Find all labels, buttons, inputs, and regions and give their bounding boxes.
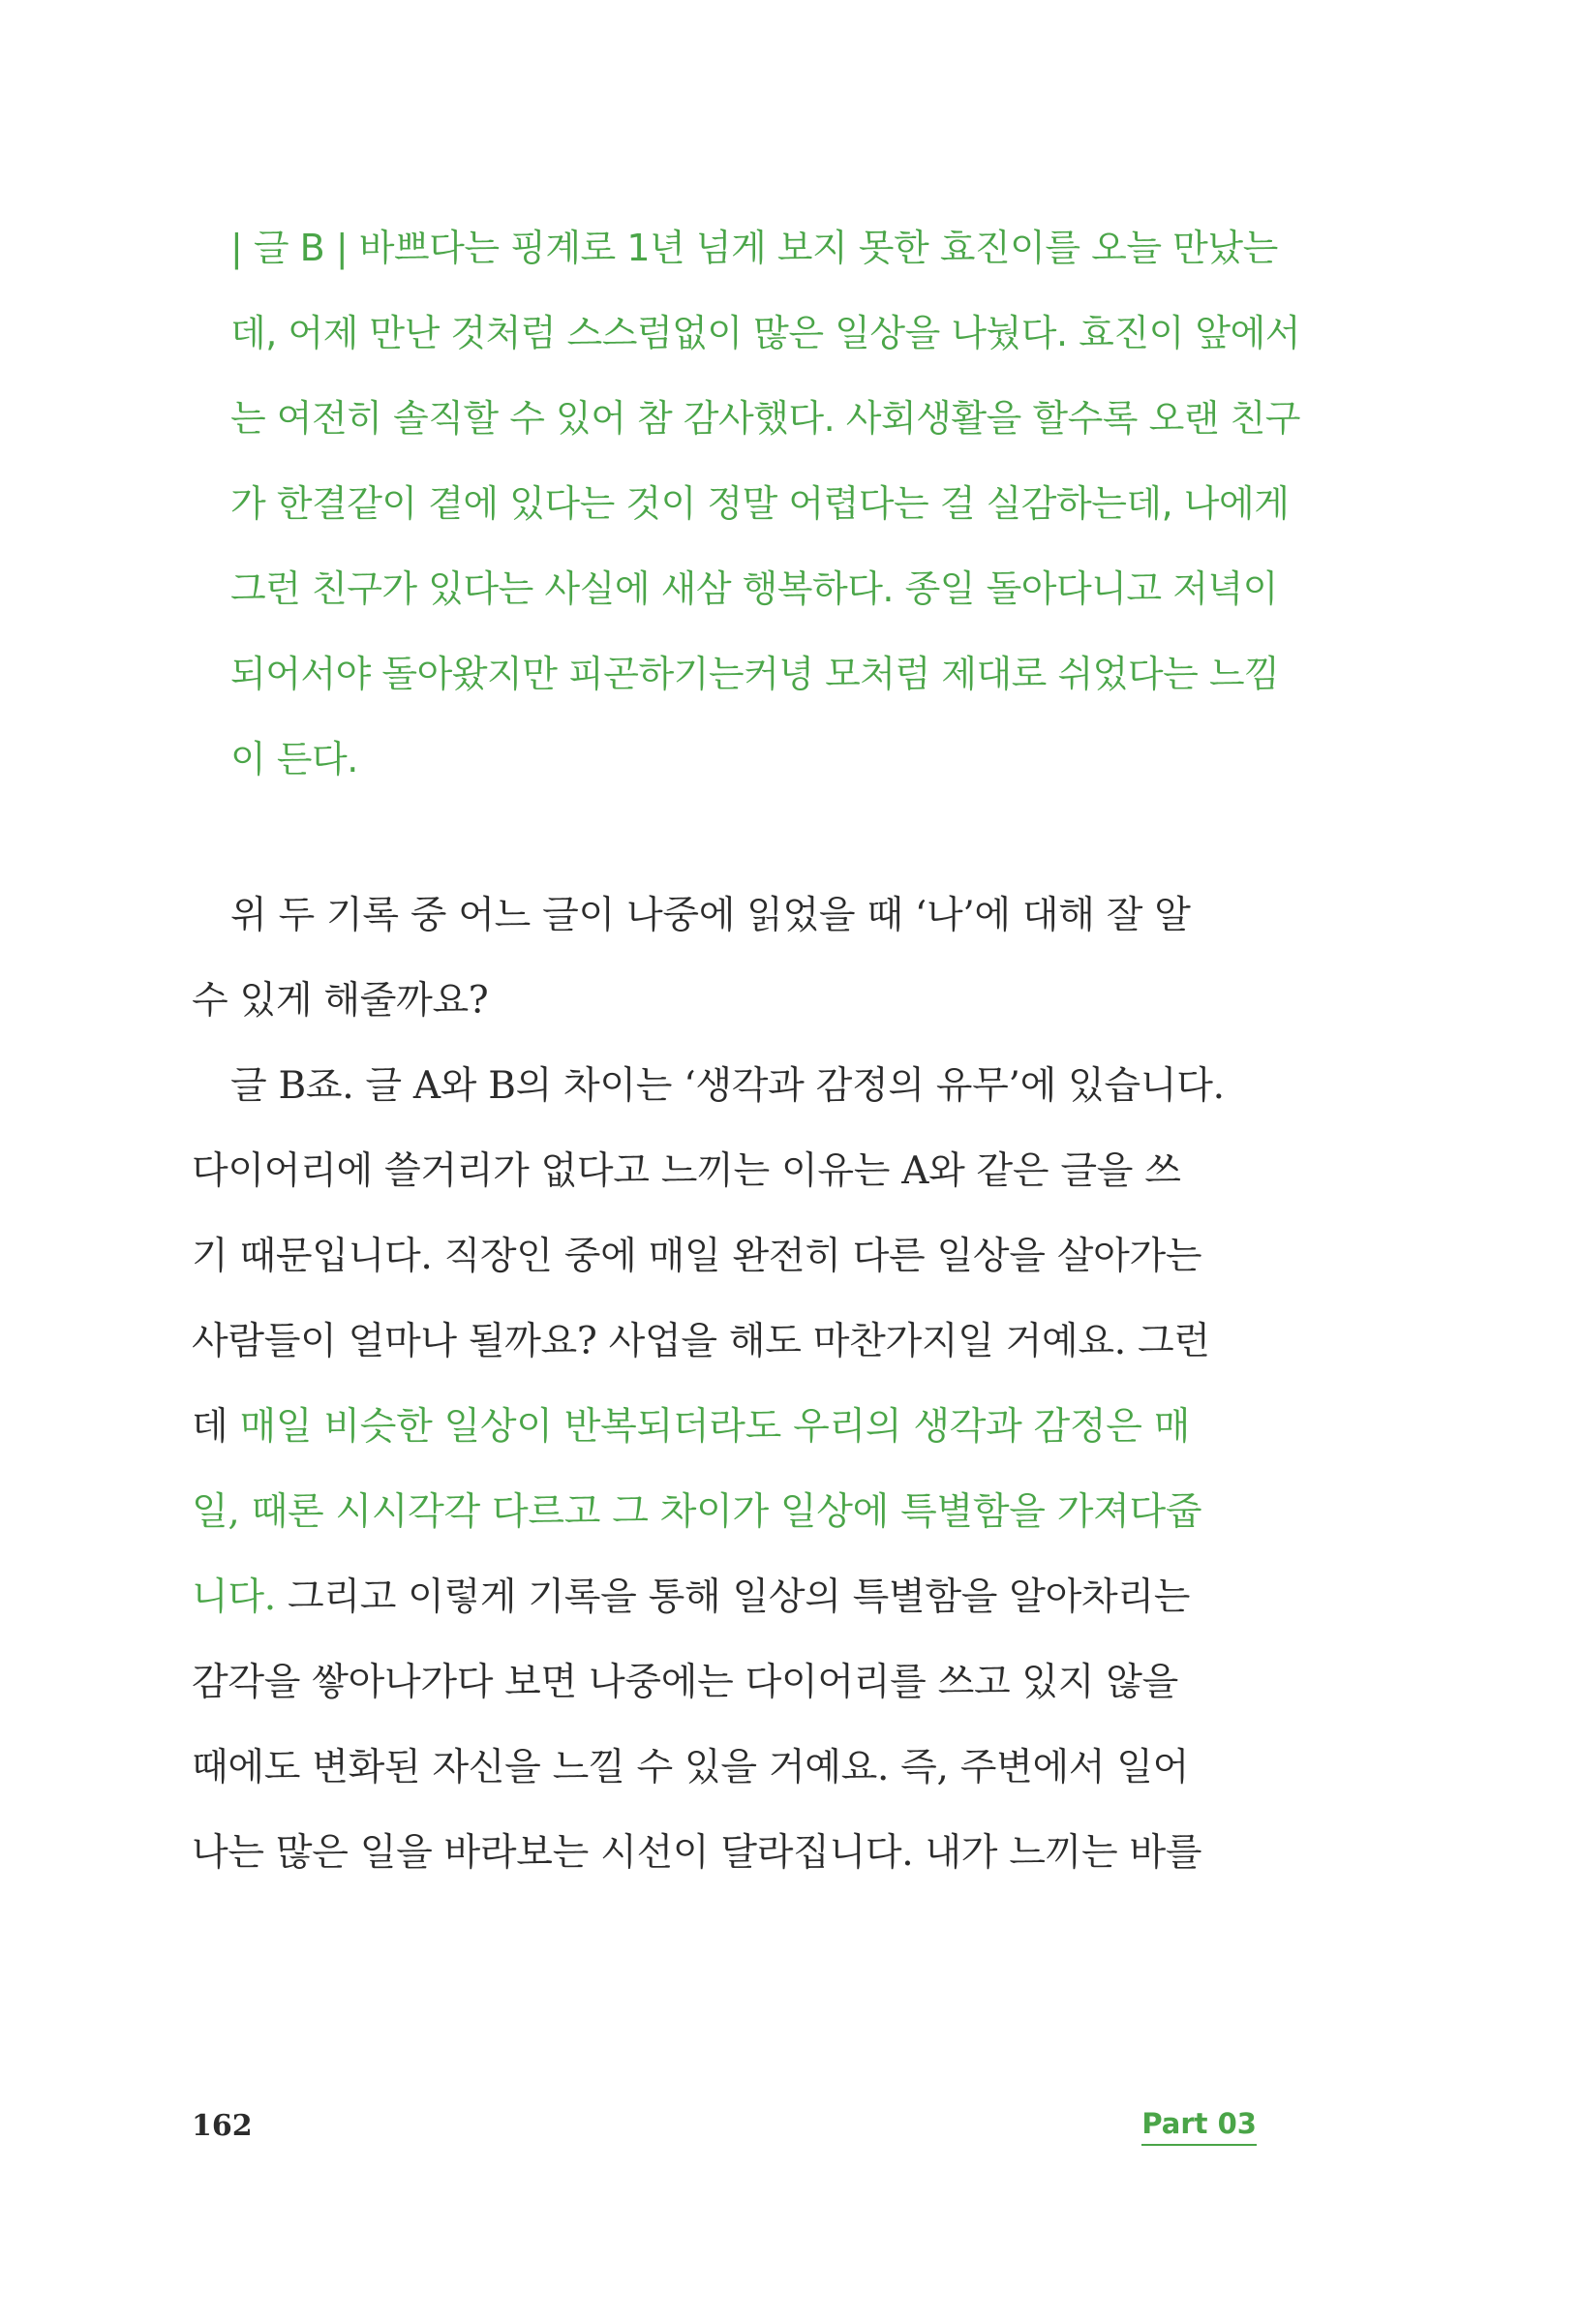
body-line: 다이어리에 쓸거리가 없다고 느끼는 이유는 A와 같은 글을 쓰 bbox=[192, 1149, 1181, 1193]
diary-example-b bbox=[230, 205, 1300, 802]
quote-line: 데, 어제 만난 것처럼 스스럼없이 많은 일상을 나눴다. 효진이 앞에서 bbox=[230, 312, 1300, 354]
body-line: 수 있게 해줄까요? bbox=[192, 979, 489, 1023]
highlighted-text: 일, 때론 시시각각 다르고 그 차이가 일상에 특별함을 가져다줍 bbox=[192, 1490, 1202, 1534]
highlighted-text: 매일 비슷한 일상이 반복되더라도 우리의 생각과 감정은 매 bbox=[239, 1405, 1191, 1449]
body-line: 사람들이 얼마나 될까요? 사업을 해도 마찬가지일 거예요. 그런 bbox=[192, 1320, 1210, 1363]
body-text-plain: 데 bbox=[192, 1405, 240, 1449]
body-line: 감각을 쌓아나가다 보면 나중에는 다이어리를 쓰고 있지 않을 bbox=[192, 1661, 1179, 1704]
body-line: 기 때문입니다. 직장인 중에 매일 완전히 다른 일상을 살아가는 bbox=[192, 1235, 1202, 1278]
quote-line: 가 한결같이 곁에 있다는 것이 정말 어렵다는 걸 실감하는데, 나에게 bbox=[230, 482, 1290, 525]
body-line: 때에도 변화된 자신을 느낄 수 있을 거예요. 즉, 주변에서 일어 bbox=[192, 1746, 1190, 1789]
body-line: 나는 많은 일을 바라보는 시선이 달라집니다. 내가 느끼는 바를 bbox=[192, 1831, 1202, 1875]
page-number: 162 bbox=[192, 2109, 253, 2143]
quote-line: 그런 친구가 있다는 사실에 새삼 행복하다. 종일 돌아다니고 저녁이 bbox=[230, 567, 1278, 610]
quote-line: 되어서야 돌아왔지만 피곤하기는커녕 모처럼 제대로 쉬었다는 느낌 bbox=[230, 653, 1280, 695]
body-line: 위 두 기록 중 어느 글이 나중에 읽었을 때 ‘나’에 대해 잘 알 bbox=[230, 894, 1191, 937]
body-line bbox=[192, 1385, 1257, 1470]
body-text bbox=[192, 873, 1257, 1896]
quote-line: 이 든다. bbox=[230, 738, 358, 780]
quote-line: 는 여전히 솔직할 수 있어 참 감사했다. 사회생활을 할수록 오랜 친구 bbox=[230, 397, 1300, 440]
quote-line: | 글 B | 바쁘다는 핑계로 1년 넘게 보지 못한 효진이를 오늘 만났는 bbox=[230, 227, 1278, 269]
highlighted-text: 니다. bbox=[192, 1575, 276, 1619]
body-line bbox=[192, 1555, 1257, 1640]
part-label: Part 03 bbox=[1141, 2107, 1257, 2146]
body-text-plain: 그리고 이렇게 기록을 통해 일상의 특별함을 알아차리는 bbox=[275, 1575, 1191, 1619]
body-line: 글 B죠. 글 A와 B의 차이는 ‘생각과 감정의 유무’에 있습니다. bbox=[230, 1064, 1225, 1108]
